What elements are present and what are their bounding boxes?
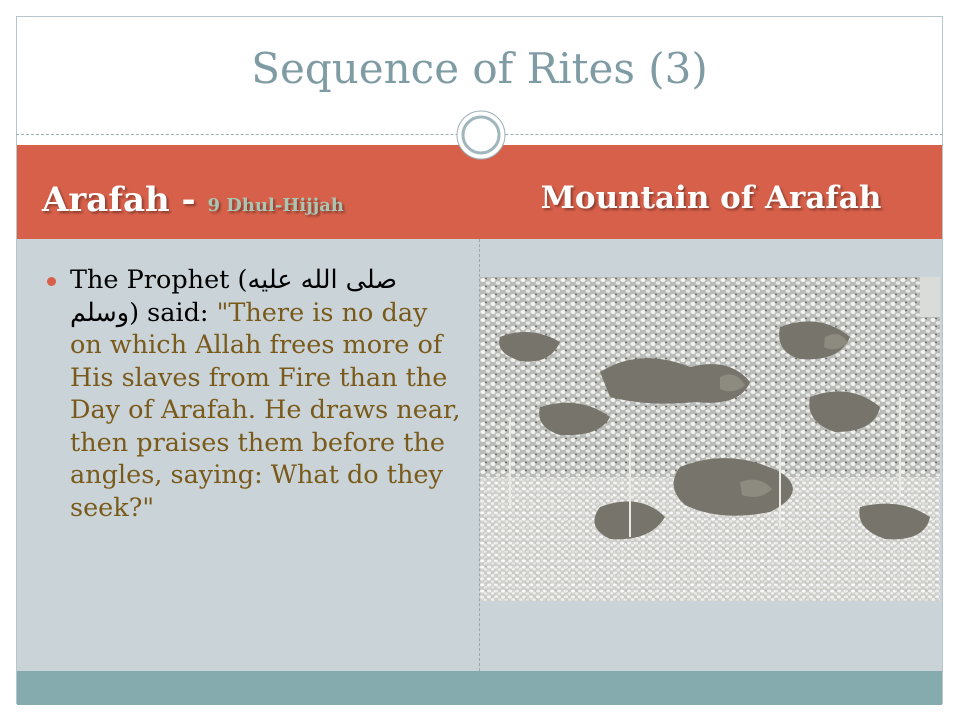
bullet-said: ) said: [129, 297, 217, 328]
left-header-main: Arafah - [42, 180, 208, 220]
left-column-header [42, 180, 344, 220]
right-column-header: Mountain of Arafah [540, 180, 882, 216]
slide-title: Sequence of Rites (3) [251, 44, 708, 93]
bullet-intro: The Prophet ( [70, 265, 248, 295]
footer-band [17, 671, 942, 705]
hadith-quote: "There is no day on which Allah frees more of His slaves from Fire than the Day of Arafah. He draws near, then praises them before the angles, saying: What do they seek?" [70, 297, 461, 523]
left-header-date: 9 Dhul-Hijjah [207, 195, 344, 216]
bullet-dot-icon [47, 277, 56, 286]
arabic-salutation: صلى الله عليه وسلم [70, 265, 398, 328]
mountain-photo [480, 277, 940, 601]
ring-ornament [455, 109, 507, 161]
bullet-text [70, 264, 465, 524]
